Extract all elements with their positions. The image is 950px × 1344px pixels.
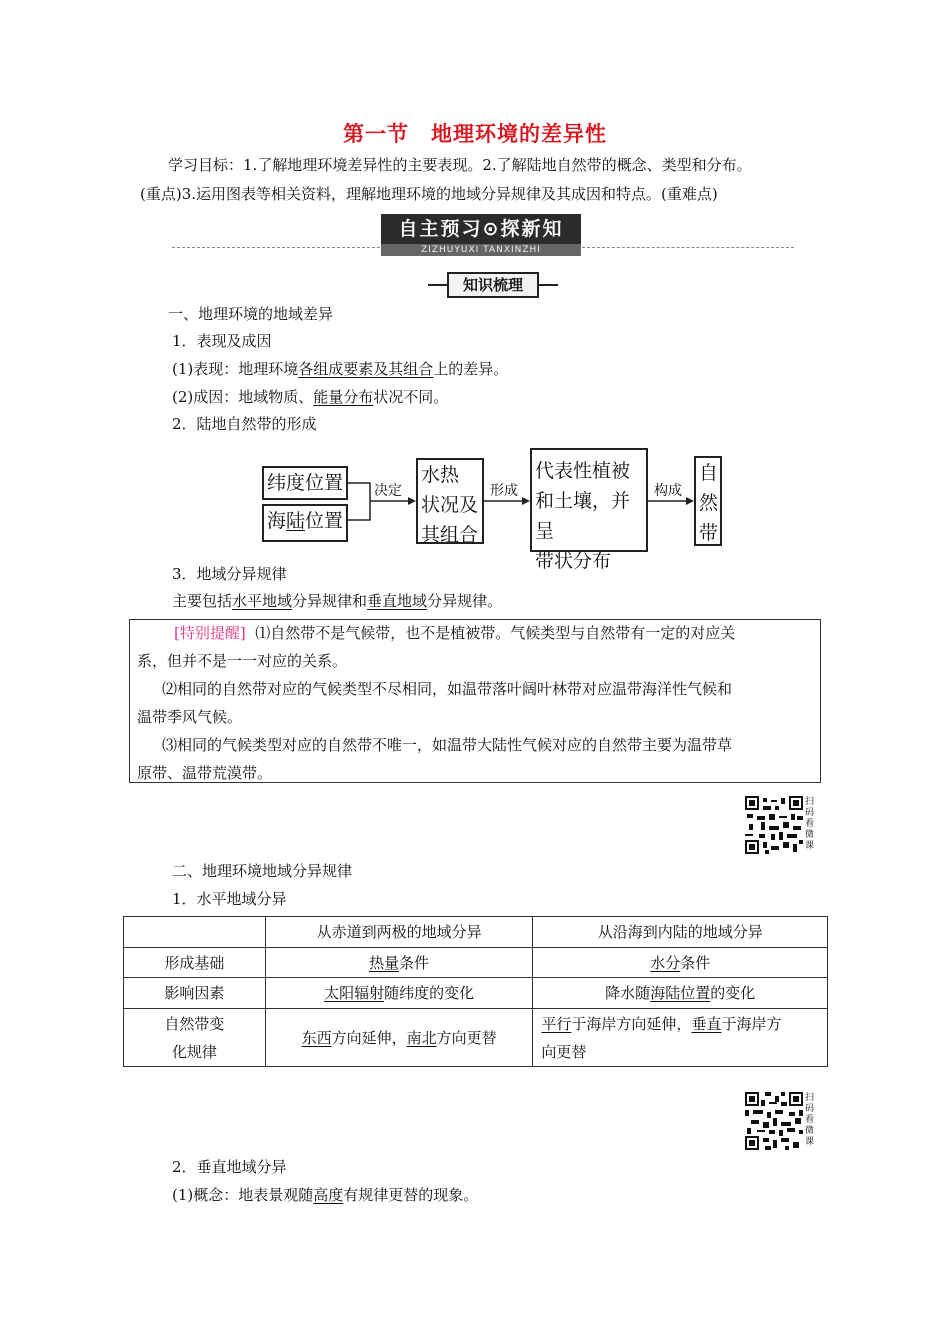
concept-answer: 高度 xyxy=(313,1186,344,1204)
tip-line-2: 系，但并不是一一对应的关系。 xyxy=(137,652,348,670)
item2-text: (2)成因：地域物质、 xyxy=(172,388,314,406)
law-text-c: 分异规律。 xyxy=(427,592,503,610)
cell-text: 方向更替 xyxy=(436,1028,497,1047)
cell-answer: 垂直 xyxy=(691,1014,722,1033)
item2-answer: 能量分布 xyxy=(313,388,374,406)
flow-box-water-heat-l2: 状况及 xyxy=(421,494,479,516)
cell-text: 条件 xyxy=(399,953,430,972)
cell-factors-col2 xyxy=(533,978,828,1009)
tip-line-3: ⑵相同的自然带对应的气候类型不尽相同，如温带落叶阔叶林带对应温带海洋性气候和 xyxy=(162,680,733,698)
row-label-basis: 形成基础 xyxy=(124,948,266,978)
cell-pattern-col2 xyxy=(533,1009,828,1067)
page-title: 第一节 地理环境的差异性 xyxy=(343,122,607,146)
flow-box-land-sea xyxy=(262,504,348,542)
cell-answer: 平行 xyxy=(541,1014,572,1033)
cell-basis-col1 xyxy=(265,948,533,978)
flow-box-water-heat-l1: 水热 xyxy=(421,464,460,486)
cell-answer: 水分 xyxy=(650,953,681,972)
flow-box-vegetation-l2: 和土壤，并呈 xyxy=(535,490,631,542)
cell-text: 的变化 xyxy=(710,984,756,1002)
flow-arrow-form: 形成 xyxy=(490,483,518,499)
table-header-col1: 从赤道到两极的地域分异 xyxy=(265,917,533,948)
flow-box-natural-zone xyxy=(694,456,722,546)
row-label-pattern-l2: 化规律 xyxy=(171,1042,217,1061)
law-answer-2: 垂直地域 xyxy=(367,592,428,610)
flow-box-natural-zone-l3: 带 xyxy=(699,522,719,544)
horizontal-differentiation-table xyxy=(123,916,828,1067)
flow-box-land-sea-c: 位置 xyxy=(305,510,344,532)
flow-box-natural-zone-l1: 自 xyxy=(699,462,719,484)
part1-law xyxy=(172,591,502,611)
row-label-factors: 影响因素 xyxy=(124,978,266,1009)
flow-box-land-sea-a: 海 xyxy=(267,510,287,532)
law-answer-1: 水平地域 xyxy=(232,592,293,610)
part1-sub1: 1．表现及成因 xyxy=(172,332,272,350)
tip-line-5: ⑶相同的气候类型对应的自然带不唯一，如温带大陆性气候对应的自然带主要为温带草 xyxy=(162,736,733,754)
cell-answer: 南北 xyxy=(406,1028,437,1047)
table-header-empty xyxy=(124,917,266,948)
item1-text-end: 上的差异。 xyxy=(433,360,509,378)
knowledge-box-line-left xyxy=(428,284,447,286)
flow-box-latitude: 纬度位置 xyxy=(262,466,348,500)
banner-divider-right xyxy=(582,247,794,248)
cell-basis-col2 xyxy=(533,948,828,978)
section-banner-pinyin: ZIZHUYUXI TANXINZHI xyxy=(381,244,581,256)
flow-arrow-decide: 决定 xyxy=(374,483,402,499)
qr-caption-2: 扫码看微课 xyxy=(805,1093,815,1147)
law-text-b: 分异规律和 xyxy=(292,592,368,610)
table-row xyxy=(124,978,828,1009)
part1-sub2: 2．陆地自然带的形成 xyxy=(172,415,317,433)
cell-text: 于海岸方向延伸， xyxy=(571,1014,692,1033)
cell-text: 条件 xyxy=(680,953,711,972)
cell-answer: 太阳辐射 xyxy=(324,984,385,1002)
cell-pattern-col1 xyxy=(265,1009,533,1067)
part2-concept xyxy=(172,1185,478,1205)
qr-caption-1: 扫码看微课 xyxy=(805,797,815,851)
flow-box-vegetation xyxy=(530,448,648,572)
cell-text: 于海岸方 xyxy=(721,1014,782,1033)
tip-line-6: 原带、温带荒漠带。 xyxy=(137,764,273,782)
part2-sub1: 1．水平地域分异 xyxy=(172,890,287,908)
cell-text: 向更替 xyxy=(541,1042,587,1061)
flow-box-natural-zone-l2: 然 xyxy=(699,492,719,514)
objectives-line-1: 学习目标：1.了解地理环境差异性的主要表现。2.了解陆地自然带的概念、类型和分布。 xyxy=(168,156,752,174)
item2-text-end: 状况不同。 xyxy=(373,388,449,406)
part1-item1 xyxy=(172,359,508,379)
cell-text: 随纬度的变化 xyxy=(384,984,475,1002)
cell-answer: 海陆位置 xyxy=(650,984,711,1002)
table-header-row xyxy=(124,917,828,948)
row-label-pattern xyxy=(124,1009,266,1067)
knowledge-box-line-right xyxy=(539,284,558,286)
qr-code-2[interactable] xyxy=(745,1092,803,1150)
concept-text-end: 有规律更替的现象。 xyxy=(343,1186,479,1204)
qr-code-1[interactable] xyxy=(745,796,803,854)
cell-text: 降水随 xyxy=(605,984,651,1002)
table-row xyxy=(124,948,828,978)
objectives-line-2: (重点)3.运用图表等相关资料，理解地理环境的地域分异规律及其成因和特点。(重难点) xyxy=(140,185,718,203)
cell-answer: 东西 xyxy=(301,1028,332,1047)
part1-item2 xyxy=(172,387,448,407)
table-header-col2: 从沿海到内陆的地域分异 xyxy=(533,917,828,948)
item1-answer: 各组成要素及其组合 xyxy=(298,360,434,378)
flow-box-vegetation-l1: 代表性植被 xyxy=(535,460,631,482)
tip-tag: [特别提醒] xyxy=(174,624,246,642)
flow-box-water-heat xyxy=(416,458,484,544)
flow-arrow-compose: 构成 xyxy=(654,483,682,499)
row-label-pattern-l1: 自然带变 xyxy=(164,1014,225,1033)
special-reminder-box xyxy=(129,619,821,783)
concept-text: (1)概念：地表景观随 xyxy=(172,1186,314,1204)
tip-p1a: ⑴自然带不是气候带，也不是植被带。气候类型与自然带有一定的对应关 xyxy=(255,624,736,642)
part1-heading: 一、地理环境的地域差异 xyxy=(168,305,334,323)
law-text-a: 主要包括 xyxy=(172,592,233,610)
part2-heading: 二、地理环境地域分异规律 xyxy=(172,862,353,880)
knowledge-section-box: 知识梳理 xyxy=(447,272,539,298)
item1-text: (1)表现：地理环境 xyxy=(172,360,299,378)
section-banner: 自主预习⊙探新知 xyxy=(381,214,581,244)
cell-text: 方向延伸， xyxy=(331,1028,407,1047)
part1-sub3: 3．地域分异规律 xyxy=(172,565,287,583)
tip-line-1 xyxy=(174,623,735,643)
banner-divider-left xyxy=(172,247,380,248)
tip-line-4: 温带季风气候。 xyxy=(137,708,243,726)
flow-box-water-heat-l3: 其组合 xyxy=(421,524,479,546)
cell-factors-col1 xyxy=(265,978,533,1009)
flow-box-land-sea-b: 陆 xyxy=(286,510,306,532)
table-row xyxy=(124,1009,828,1067)
flow-box-vegetation-l3: 带状分布 xyxy=(535,550,612,572)
part2-sub2: 2．垂直地域分异 xyxy=(172,1158,287,1176)
cell-answer: 热量 xyxy=(369,953,400,972)
